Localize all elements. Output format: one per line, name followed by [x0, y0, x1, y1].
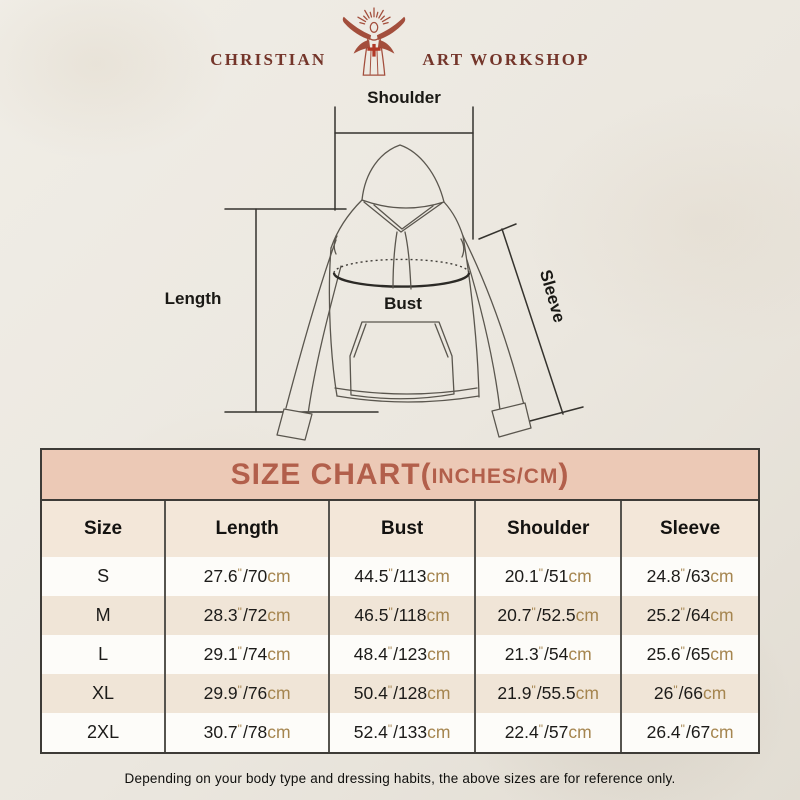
measurement-cell: 48.4"/123cm	[329, 635, 475, 674]
column-header-sleeve: Sleeve	[621, 501, 758, 557]
reference-footnote: Depending on your body type and dressing habits, the above sizes are for reference only.	[124, 771, 676, 786]
brand-text-right: ART WORKSHOP	[422, 50, 590, 69]
bust-solid-line	[334, 273, 469, 287]
measurement-cell: 28.3"/72cm	[165, 596, 329, 635]
measurement-cell: 46.5"/118cm	[329, 596, 475, 635]
size-chart-table	[40, 448, 760, 754]
measurement-cell: 24.8"/63cm	[621, 557, 758, 596]
shoulder-measure-lines	[335, 107, 473, 239]
sleeve-measure-lines	[479, 224, 583, 421]
measurement-cell: 21.9"/55.5cm	[475, 674, 621, 713]
measurement-cell: 20.1"/51cm	[475, 557, 621, 596]
title-main: SIZE CHART(	[230, 457, 432, 491]
bust-dashed-line	[334, 259, 469, 273]
column-header-bust: Bust	[329, 501, 475, 557]
table-row	[42, 596, 758, 635]
measurement-cell: 25.2"/64cm	[621, 596, 758, 635]
column-header-size: Size	[42, 501, 165, 557]
title-close: )	[558, 457, 570, 491]
table-row	[42, 635, 758, 674]
measurement-cell: 29.1"/74cm	[165, 635, 329, 674]
measurement-cell: 20.7"/52.5cm	[475, 596, 621, 635]
hoodie-drawing	[277, 145, 531, 440]
sleeve-label: Sleeve	[535, 267, 570, 325]
table-row	[42, 713, 758, 752]
measurement-cell: 21.3"/54cm	[475, 635, 621, 674]
size-cell: XL	[92, 683, 115, 703]
measurement-cell: 30.7"/78cm	[165, 713, 329, 752]
size-cell: L	[98, 644, 109, 664]
column-header-length: Length	[165, 501, 329, 557]
measurement-cell: 44.5"/113cm	[329, 557, 475, 596]
title-units: INCHES/CM	[431, 464, 559, 488]
measurement-cell: 29.9"/76cm	[165, 674, 329, 713]
column-header-shoulder: Shoulder	[475, 501, 621, 557]
measurement-cell: 22.4"/57cm	[475, 713, 621, 752]
brand-text-left: CHRISTIAN	[210, 50, 327, 69]
table-row	[42, 674, 758, 713]
measurement-cell: 26"/66cm	[621, 674, 758, 713]
bust-label: Bust	[384, 294, 422, 313]
length-label: Length	[164, 289, 222, 308]
measurement-cell: 26.4"/67cm	[621, 713, 758, 752]
size-cell: 2XL	[87, 722, 120, 742]
measurement-cell: 27.6"/70cm	[165, 557, 329, 596]
header-row	[42, 501, 758, 557]
measurement-cell: 52.4"/133cm	[329, 713, 475, 752]
table-row	[42, 557, 758, 596]
measurements-grid	[42, 501, 758, 752]
length-measure-lines	[225, 209, 378, 412]
shoulder-label: Shoulder	[367, 88, 441, 107]
measurement-cell: 50.4"/128cm	[329, 674, 475, 713]
size-chart-title	[42, 450, 758, 501]
size-cell: M	[95, 605, 111, 625]
size-cell: S	[97, 566, 110, 586]
measurement-cell: 25.6"/65cm	[621, 635, 758, 674]
